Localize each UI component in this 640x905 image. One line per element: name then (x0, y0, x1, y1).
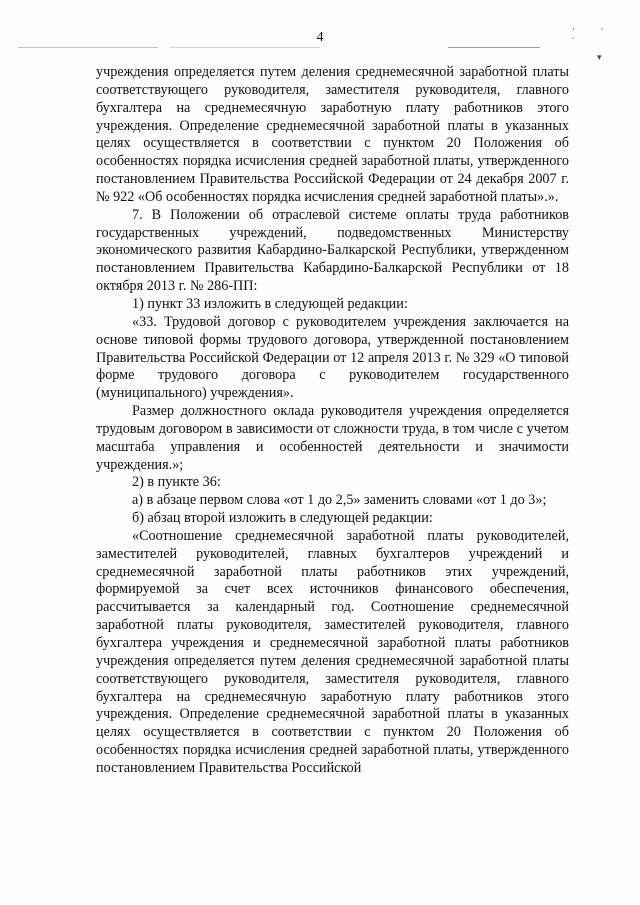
paragraph: учреждения определяется путем деления среднемесячной заработной платы соответствующего руководителя, заместителя руководителя, главного бухгалтера на среднемесячную заработную плату работников этого учреждения. Определение среднемесячной заработной платы в указанных целях осуществляется в соответствии с пунктом 20 Положения об особенностях порядка исчисления средней заработной платы, утвержденного постановлением Правительства Российской Федерации от 24 декабря 2007 г. № 922 «Об особенностях порядка исчисления средней заработной платы».». (96, 64, 569, 205)
paragraph: а) в абзаце первом слова «от 1 до 2,5» заменить словами «от 1 до 3»; (132, 492, 547, 509)
paragraph: «Соотношение среднемесячной заработной платы руководителей, заместителей руководителей, главных бухгалтеров учреждений и среднемесячной заработной платы работников этих учреждений, формируемой за счет всех источников финансового обеспечения, рассчитывается за календарный год. Соотношение среднемесячной заработной платы руководителя, заместителей руководителя, главного бухгалтера учреждения и среднемесячной заработной платы работников учреждения определяется путем деления среднемесячной заработной платы соответствующего руководителя, заместителя руководителя, главного бухгалтера на среднемесячную заработную плату работников этого учреждения. Определение среднемесячной заработной платы в указанных целях осуществляется в соответствии с пунктом 20 Положения об особенностях порядка исчисления средней заработной платы, утвержденного постановлением Правительства Российской (96, 527, 569, 776)
paragraph: 1) пункт 33 изложить в следующей редакции: (132, 295, 408, 312)
paragraph: «33. Трудовой договор с руководителем учреждения заключается на основе типовой формы трудового договора, утвержденной постановлением Правительства Российской Федерации от 12 апреля 2013 г. № 329 «О типовой форме трудового договора с руководителем государственного (муниципального) учреждения». (96, 313, 569, 402)
paragraph: 7. В Положении об отраслевой системе оплаты труда работников государственных учреждений, подведомственных Министерству экономического развития Кабардино-Балкарской Республики, утвержденном постановлением Правительства Кабардино-Балкарской Республики от 18 октября 2013 г. № 286-ПП: (96, 206, 569, 295)
scan-marks: ‚ ‚ , (572, 22, 616, 40)
paragraph: Размер должностного оклада руководителя учреждения определяется трудовым договором в зависимости от сложности труда, в том числе с учетом масштаба управления и особенностей деятельности и значимости учреждения.»; (96, 403, 569, 473)
scan-line-right (448, 47, 540, 48)
scan-dot: ▾ (597, 52, 602, 62)
paragraph: б) абзац второй изложить в следующей редакции: (132, 510, 433, 527)
document-body (96, 64, 569, 778)
page-number: 4 (316, 30, 324, 45)
scan-line-left (18, 47, 158, 48)
scan-line-center (170, 47, 320, 48)
paragraph: 2) в пункте 36: (132, 474, 221, 491)
